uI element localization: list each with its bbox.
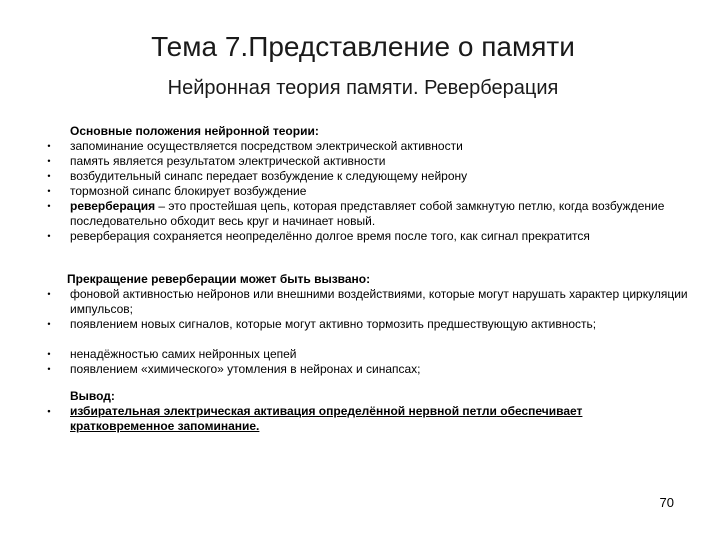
conclusion-text: обеспечивает кратковременное запоминание. [70,404,583,433]
list-item-text: ненадёжностью самих нейронных цепей [70,347,297,361]
list-item [0,317,720,347]
bullet-dot-icon: • [47,364,51,374]
list-item-text: фоновой активностью нейронов или внешними воздействиями, которые могут нарушать характер циркуляции импульсов; [70,287,688,316]
section1-header: Основные положения нейронной теории: [70,124,319,138]
list-item [0,347,720,362]
section2-header: Прекращение реверберации может быть вызвано: [67,272,371,286]
slide-body [0,124,720,434]
bullet-dot-icon: • [47,141,51,151]
list-item [0,362,720,377]
bullet-dot-icon: • [47,201,51,211]
list-item-text: реверберация сохраняется неопределённо долгое время после того, как сигнал прекратится [70,229,590,243]
list-item-text: память является результатом электрической активности [70,154,386,168]
list-item [0,229,720,259]
bullet-dot-icon: • [47,156,51,166]
list-item [0,154,720,169]
bullet-dot-icon: • [47,406,51,416]
list-item-text: возбудительный синапс передает возбуждение к следующему нейрону [70,169,468,183]
list-item [0,184,720,199]
page-number: 70 [659,495,674,510]
reverberation-term: реверберация [70,199,156,213]
bullet-dot-icon: • [47,349,51,359]
reverberation-definition: – это простейшая цепь, которая представляет собой замкнутую петлю, когда возбуждение последовательно обходит весь круг и начинает новый. [70,199,665,228]
list-item [0,287,720,317]
conclusion-highlight: избирательная электрическая активация определённой нервной петли [70,404,497,418]
list-item [0,199,720,229]
bullet-dot-icon: • [47,289,51,299]
bullet-dot-icon: • [47,319,51,329]
list-item-text: появлением новых сигналов, которые могут активно тормозить предшествующую активность; [70,317,597,331]
conclusion-item [0,404,720,434]
list-item-text: появлением «химического» утомления в нейронах и синапсах; [70,362,421,376]
section3-header: Вывод: [70,389,115,403]
list-item [0,139,720,154]
list-item-text: тормозной синапс блокирует возбуждение [70,184,307,198]
bullet-dot-icon: • [47,171,51,181]
bullet-dot-icon: • [47,186,51,196]
bullet-dot-icon: • [47,231,51,241]
list-item-text: запоминание осуществляется посредством электрической активности [70,139,463,153]
list-item [0,169,720,184]
slide-title: Тема 7.Представление о памяти [151,31,575,62]
slide-subtitle: Нейронная теория памяти. Реверберация [167,77,559,99]
